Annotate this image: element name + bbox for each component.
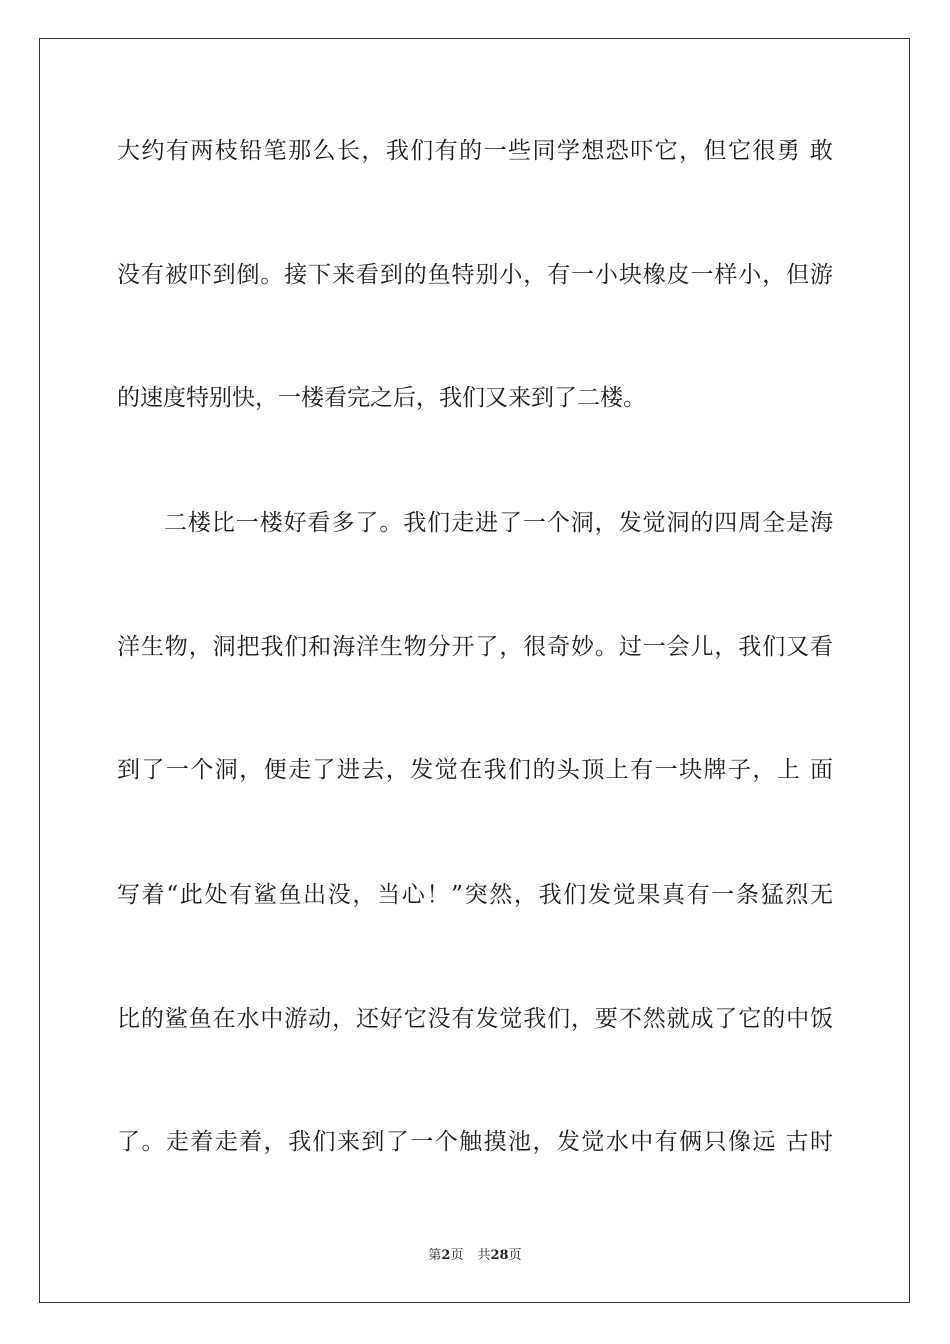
page-border: [39, 38, 910, 1303]
body-text-line-1: 大约有两枝铅笔那么长，我们有的一些同学想恐吓它，但它很勇 敢: [117, 138, 833, 164]
body-text-line-2: 没有被吓到倒。接下来看到的鱼特别小，有一小块橡皮一样小，但游: [117, 262, 833, 288]
body-text-line-6: 到了一个洞，便走了进去，发觉在我们的头顶上有一块牌子，上 面: [117, 757, 833, 783]
page-footer: [0, 1247, 950, 1265]
page-number: 2: [441, 1248, 451, 1263]
body-text-line-5: 洋生物，洞把我们和海洋生物分开了，很奇妙。过一会儿，我们又看: [117, 634, 833, 660]
body-text-line-7: 写着“此处有鲨鱼出没，当心！”突然，我们发觉果真有一条猛烈无: [117, 882, 833, 908]
body-text-line-9: 了。走着走着，我们来到了一个触摸池，发觉水中有俩只像远 古时: [117, 1129, 833, 1155]
page-prefix: 第: [428, 1248, 442, 1263]
total-prefix: 共: [477, 1248, 491, 1263]
page-suffix: 页: [450, 1248, 464, 1263]
body-text-line-4: 二楼比一楼好看多了。我们走进了一个洞，发觉洞的四周全是海: [164, 510, 833, 536]
body-text-line-3: 的速度特别快，一楼看完之后，我们又来到了二楼。: [117, 385, 646, 411]
body-text-line-8: 比的鲨鱼在水中游动，还好它没有发觉我们，要不然就成了它的中饭: [117, 1006, 833, 1032]
total-suffix: 页: [508, 1248, 522, 1263]
total-pages: 28: [490, 1248, 509, 1263]
